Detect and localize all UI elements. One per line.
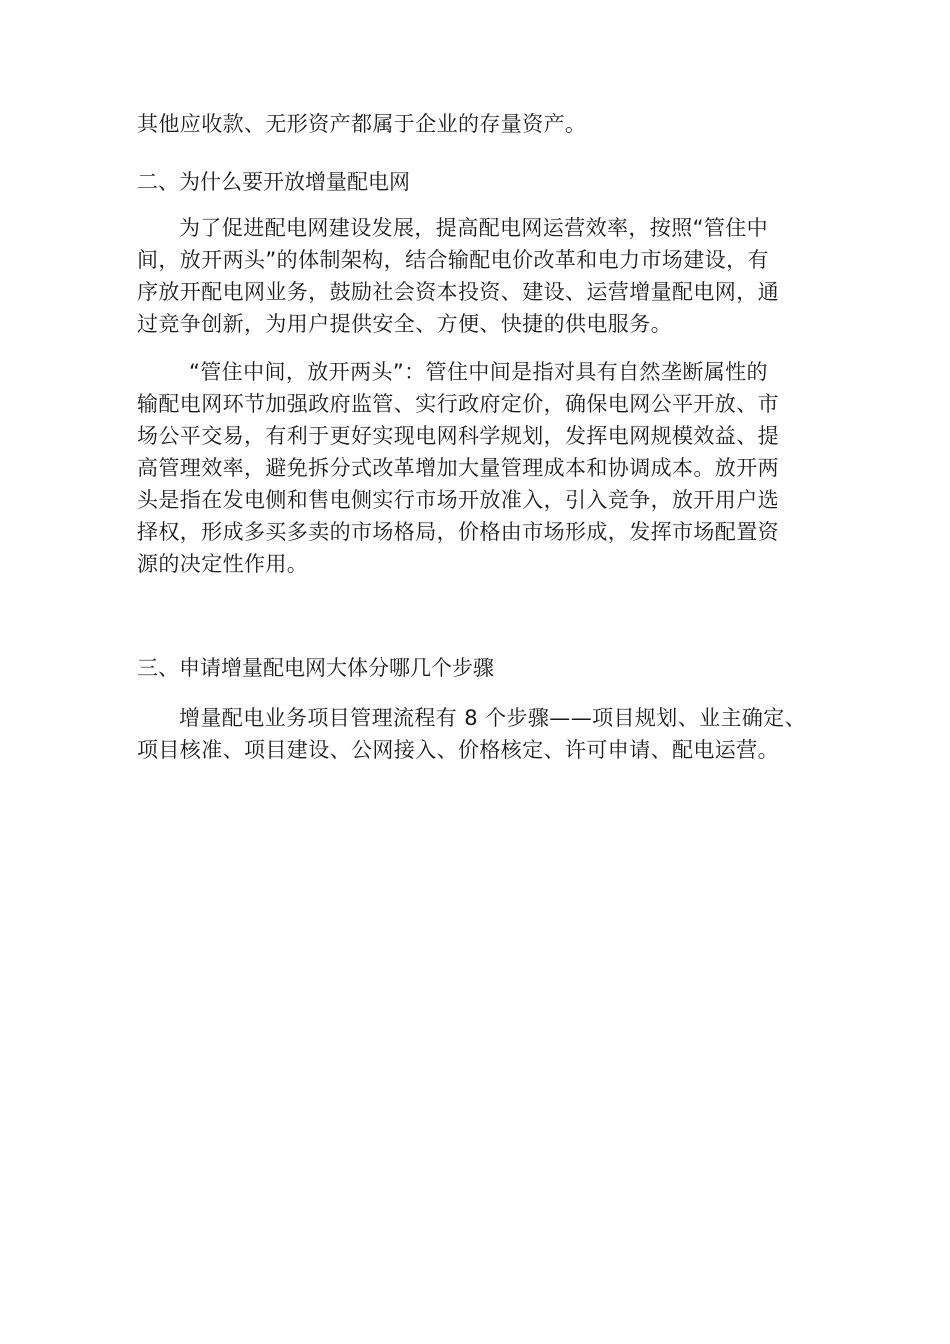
paragraph-line: 间，放开两头”的体制架构，结合输配电价改革和电力市场建设，有 [137, 248, 769, 272]
paragraph-line: 项目核准、项目建设、公网接入、价格核定、许可申请、配电运营。 [137, 738, 779, 762]
section2-paragraph2 [137, 356, 819, 580]
section3-paragraph1 [137, 702, 819, 766]
paragraph-line: “管住中间，放开两头”：管住中间是指对具有自然垄断属性的 [189, 360, 768, 384]
paragraph-line: 序放开配电网业务，鼓励社会资本投资、建设、运营增量配电网，通 [137, 280, 779, 304]
section2-paragraph1 [137, 212, 819, 340]
paragraph-line: 源的决定性作用。 [137, 552, 309, 576]
section3-heading: 三、申请增量配电网大体分哪几个步骤 [137, 656, 494, 680]
paragraph-line: 过竞争创新，为用户提供安全、方便、快捷的供电服务。 [137, 312, 672, 336]
paragraph-line: 增量配电业务项目管理流程有 8 个步骤——项目规划、业主确定、 [179, 706, 807, 730]
paragraph-line: 为了促进配电网建设发展，提高配电网运营效率，按照“管住中 [179, 216, 769, 240]
paragraph-line: 高管理效率，避免拆分式改革增加大量管理成本和协调成本。放开两 [137, 456, 779, 480]
paragraph-line: 场公平交易，有利于更好实现电网科学规划，发挥电网规模效益、提 [137, 424, 779, 448]
intro-line [137, 108, 819, 140]
section2-heading: 二、为什么要开放增量配电网 [137, 170, 410, 194]
paragraph-line: 择权，形成多买多卖的市场格局，价格由市场形成，发挥市场配置资 [137, 520, 779, 544]
paragraph-line: 头是指在发电侧和售电侧实行市场开放准入，引入竞争，放开用户选 [137, 488, 779, 512]
intro-text: 其他应收款、无形资产都属于企业的存量资产。 [137, 112, 587, 136]
paragraph-line: 输配电网环节加强政府监管、实行政府定价，确保电网公平开放、市 [137, 392, 779, 416]
